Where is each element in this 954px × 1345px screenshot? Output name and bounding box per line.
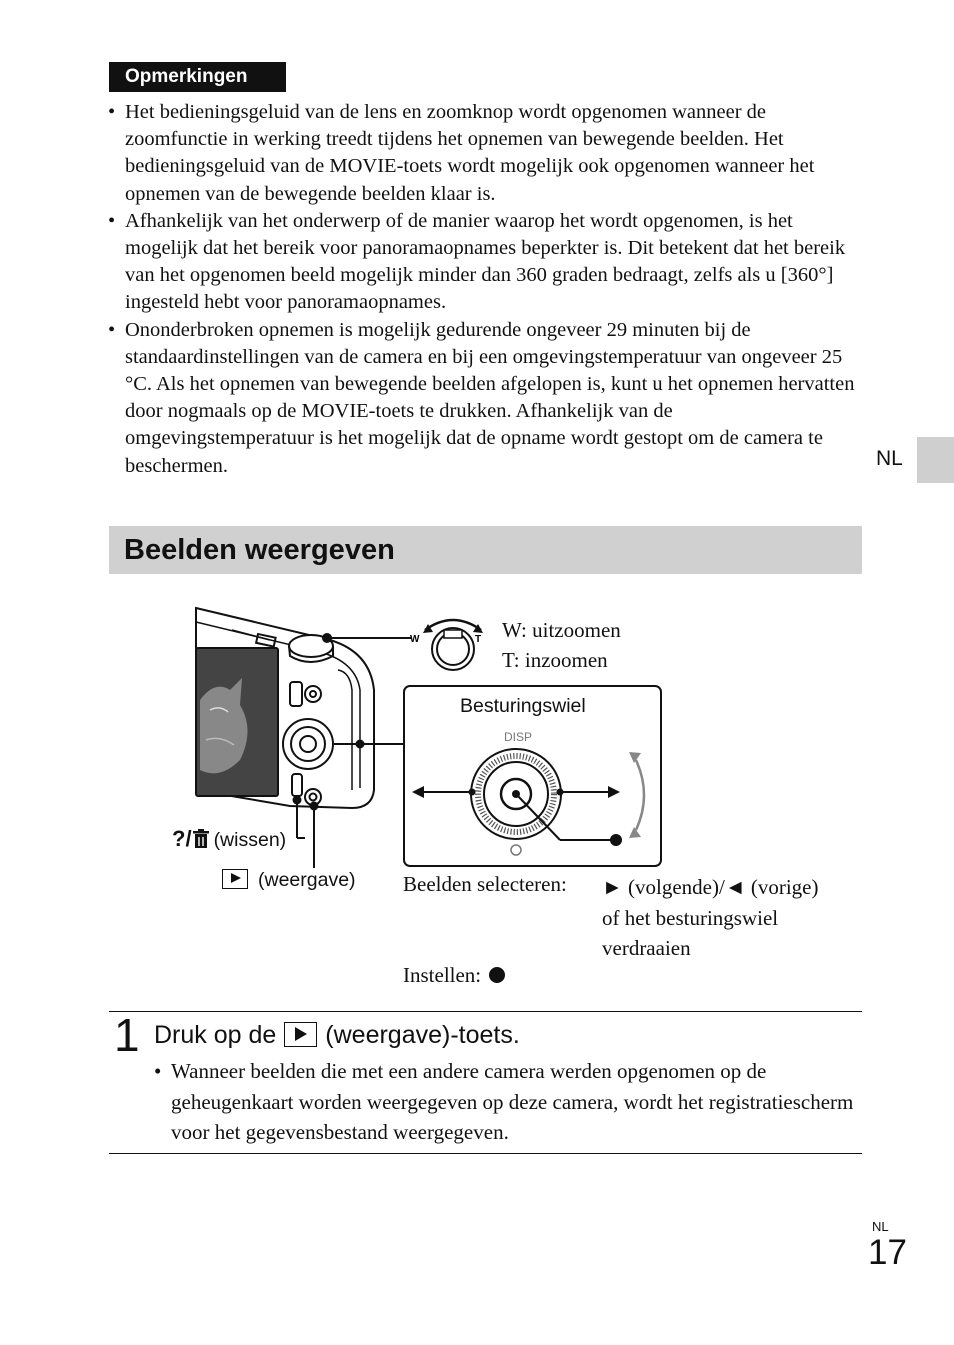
step-top-rule	[109, 1011, 862, 1012]
playback-text: (weergave)	[258, 869, 356, 891]
step-title-after: (weergave)-toets.	[325, 1021, 520, 1049]
disp-label: DISP	[504, 730, 533, 744]
section-title: Beelden weergeven	[109, 526, 862, 574]
select-line-2: of het besturingswiel	[602, 905, 779, 930]
step-bottom-rule	[109, 1153, 862, 1154]
select-images-value	[602, 872, 819, 964]
zoom-lever-icon	[423, 620, 483, 670]
help-delete-icon: ?/	[172, 826, 192, 851]
step-note-item: • Wanneer beelden die met een andere camera werden opgenomen op de geheugenkaart worden weergegeven op deze camera, wordt het registratiescherm voor het gegevensbestand weergegeven.	[152, 1056, 862, 1148]
step-number: 1	[114, 1009, 140, 1061]
language-tab-label: NL	[876, 447, 903, 470]
zoom-description	[502, 615, 621, 675]
zoom-lever-t: T	[475, 634, 482, 645]
control-wheel-title: Besturingswiel	[460, 695, 586, 717]
playback-button-label	[222, 869, 356, 892]
zoom-w-text: W: uitzoomen	[502, 618, 621, 642]
zoom-lever-w: W	[410, 634, 420, 645]
delete-button-label	[172, 826, 286, 852]
playback-icon	[284, 1022, 317, 1047]
step-notes	[152, 1056, 862, 1148]
select-line-3: verdraaien	[602, 936, 691, 960]
set-label	[403, 963, 505, 988]
set-text: Instellen:	[403, 963, 482, 987]
trash-icon	[192, 829, 210, 849]
select-line-1: ► (volgende)/◄ (vorige)	[602, 875, 819, 899]
step-title-before: Druk op de	[154, 1021, 277, 1049]
notes-heading: Opmerkingen	[109, 62, 286, 92]
center-button-icon	[489, 967, 505, 983]
page-number: 17	[868, 1233, 907, 1272]
step-title	[154, 1021, 520, 1050]
zoom-t-text: T: inzoomen	[502, 648, 608, 672]
delete-text: (wissen)	[213, 829, 287, 851]
note-item: • Het bedieningsgeluid van de lens en zoomknop wordt opgenomen wanneer de zoomfunctie in werking treedt tijdens het opnemen van bewegende beelden. Het bedieningsgeluid van de MOVIE-toets wordt mogelijk ook opgenomen wanneer het opnemen van de bewegende beelden klaar is.	[106, 99, 866, 208]
playback-icon	[222, 869, 248, 889]
footer-language: NL	[872, 1219, 889, 1234]
note-item: • Ononderbroken opnemen is mogelijk gedurende ongeveer 29 minuten bij de standaardinstellingen van de camera en bij een omgevingstemperatuur van ongeveer 25 °C. Als het opnemen van bewegende beelden afgelopen is, kunt u het opnemen hervatten door nogmaals op de MOVIE-toets te drukken. Afhankelijk van de omgevingstemperatuur is het mogelijk dat de opname wordt gestopt om de camera te beschermen.	[106, 317, 866, 480]
select-images-label: Beelden selecteren:	[403, 872, 567, 896]
note-item: • Afhankelijk van het onderwerp of de manier waarop het wordt opgenomen, is het mogelijk dat het bereik voor panoramaopnames beperkter is. Dit betekent dat het bereik van het opgenomen beeld mogelijk minder dan 360 graden bedraagt, zelfs als u [360°] ingesteld hebt voor panoramaopnames.	[106, 208, 866, 317]
